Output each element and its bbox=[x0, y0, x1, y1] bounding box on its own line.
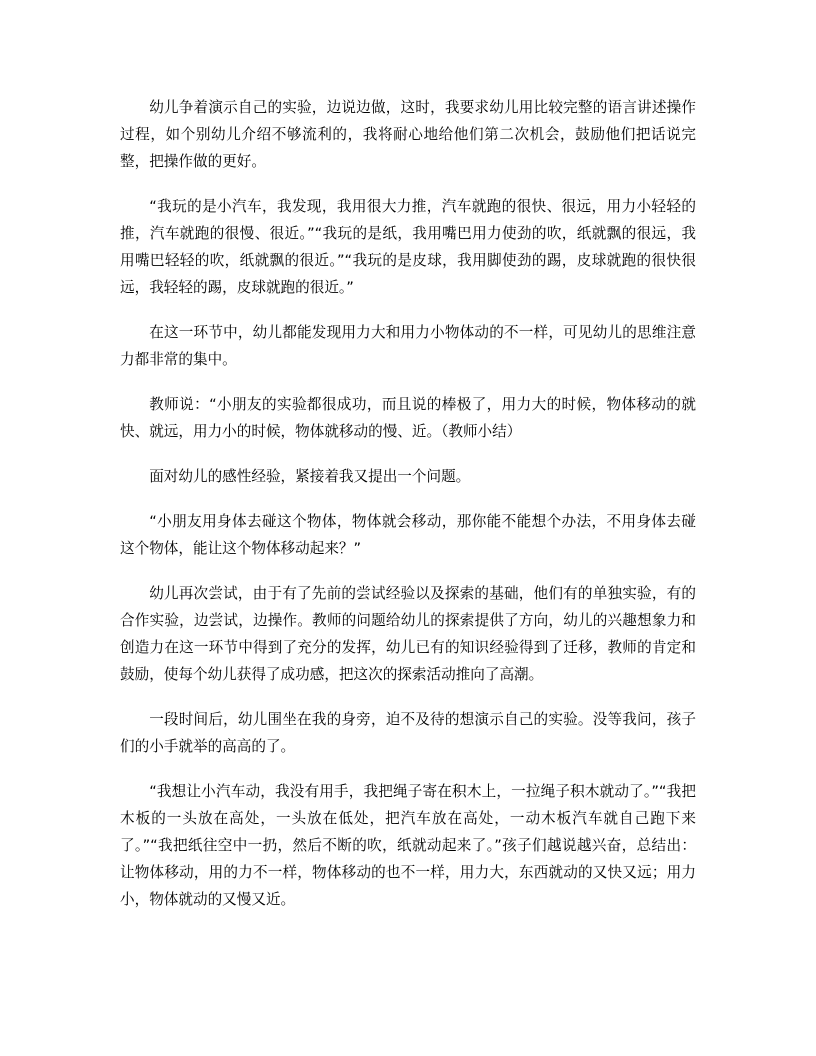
document-body bbox=[120, 94, 696, 931]
paragraph-3: 在这一环节中，幼儿都能发现用力大和用力小物体动的不一样，可见幼儿的思维注意力都非常的集中。 bbox=[120, 324, 696, 368]
paragraph-1: 幼儿争着演示自己的实验，边说边做，这时，我要求幼儿用比较完整的语言讲述操作过程，如个别幼儿介绍不够流利的，我将耐心地给他们第二次机会，鼓励他们把话说完整，把操作做的更好。 bbox=[120, 99, 696, 170]
paragraph-2: “我玩的是小汽车，我发现，我用很大力推，汽车就跑的很快、很远，用力小轻轻的推，汽车就跑的很慢、很近。”“我玩的是纸，我用嘴巴用力使劲的吹，纸就飘的很远，我用嘴巴轻轻的吹，纸就飘的很近。”“我玩的是皮球，我用脚使劲的踢，皮球就跑的很快很远，我轻轻的踢，皮球就跑的很近。” bbox=[120, 198, 696, 296]
paragraph-9: “我想让小汽车动，我没有用手，我把绳子寄在积木上，一拉绳子积木就动了。”“我把木板的一头放在高处，一头放在低处，把汽车放在高处，一动木板汽车就自己跑下来了。”“我把纸往空中一扔，然后不断的吹，纸就动起来了。”孩子们越说越兴奋，总结出：让物体移动，用的力不一样，物体移动的也不一样，用力大，东西就动的又快又远；用力小，物体就动的又慢又近。 bbox=[120, 783, 696, 908]
paragraph-4: 教师说：“小朋友的实验都很成功，而且说的棒极了，用力大的时候，物体移动的就快、就远，用力小的时候，物体就移动的慢、近。（教师小结） bbox=[120, 396, 696, 440]
paragraph-5: 面对幼儿的感性经验，紧接着我又提出一个问题。 bbox=[149, 468, 471, 485]
paragraph-6: “小朋友用身体去碰这个物体，物体就会移动，那你能不能想个办法，不用身体去碰这个物体，能让这个物体移动起来？” bbox=[120, 513, 696, 557]
paragraph-7: 幼儿再次尝试，由于有了先前的尝试经验以及探索的基础，他们有的单独实验，有的合作实验，边尝试，边操作。教师的问题给幼儿的探索提供了方向，幼儿的兴趣想象力和创造力在这一环节中得到了充分的发挥，幼儿已有的知识经验得到了迁移，教师的肯定和鼓励，使每个幼儿获得了成功感，把这次的探索活动推向了高潮。 bbox=[120, 585, 696, 683]
paragraph-8: 一段时间后，幼儿围坐在我的身旁，迫不及待的想演示自己的实验。没等我问，孩子们的小手就举的高高的了。 bbox=[120, 711, 696, 755]
